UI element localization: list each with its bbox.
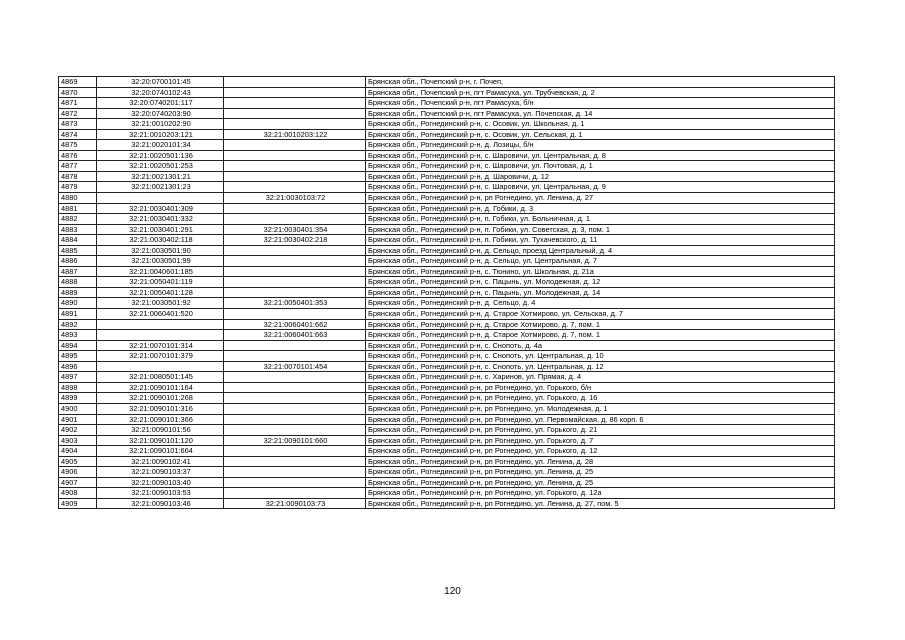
row-number-cell: 4869 [59,77,97,88]
cadastral-number-cell: 32:20:0740102:43 [97,87,224,98]
table-row [59,340,835,351]
address-cell: Брянская обл., Рогнединский р-н, рп Рогнедино, ул. Горького, д. 16 [366,393,835,404]
building-cadastral-number-cell: 32:21:0030103:72 [224,193,366,204]
building-cadastral-number-cell [224,382,366,393]
table-row [59,266,835,277]
table-row [59,182,835,193]
table-row [59,498,835,509]
row-number-cell: 4909 [59,498,97,509]
table-row [59,119,835,130]
address-cell: Брянская обл., Рогнединский р-н, с. Шаровичи, ул. Почтовая, д. 1 [366,161,835,172]
cadastral-number-cell: 32:21:0030401:291 [97,224,224,235]
cadastral-number-cell: 32:21:0021301:21 [97,171,224,182]
cadastral-number-cell: 32:21:0020501:136 [97,150,224,161]
address-cell: Брянская обл., Рогнединский р-н, рп Рогнедино, ул. Горького, д. 12 [366,446,835,457]
cadastral-number-cell: 32:21:0030401:332 [97,214,224,225]
building-cadastral-number-cell [224,393,366,404]
row-number-cell: 4885 [59,245,97,256]
row-number-cell: 4880 [59,193,97,204]
cadastral-number-cell [97,361,224,372]
cadastral-number-cell: 32:21:0040601:185 [97,266,224,277]
row-number-cell: 4875 [59,140,97,151]
row-number-cell: 4900 [59,403,97,414]
registry-table-body [59,77,835,509]
building-cadastral-number-cell [224,150,366,161]
address-cell: Брянская обл., Рогнединский р-н, рп Рогнедино, ул. Ленина, д. 25 [366,467,835,478]
address-cell: Брянская обл., Рогнединский р-н, д. Сельцо, проезд Центральный, д. 4 [366,245,835,256]
table-row [59,287,835,298]
address-cell: Брянская обл., Рогнединский р-н, рп Рогнедино, ул. Ленина, д. 27, пом. 5 [366,498,835,509]
cadastral-number-cell: 32:21:0030501:99 [97,256,224,267]
building-cadastral-number-cell [224,372,366,383]
table-row [59,224,835,235]
row-number-cell: 4904 [59,446,97,457]
building-cadastral-number-cell [224,182,366,193]
cadastral-number-cell: 32:21:0030401:309 [97,203,224,214]
table-row [59,435,835,446]
building-cadastral-number-cell [224,309,366,320]
cadastral-number-cell: 32:21:0020101:34 [97,140,224,151]
building-cadastral-number-cell [224,287,366,298]
table-row [59,235,835,246]
row-number-cell: 4887 [59,266,97,277]
cadastral-number-cell: 32:20:0740203:90 [97,108,224,119]
table-row [59,382,835,393]
table-row [59,214,835,225]
building-cadastral-number-cell [224,77,366,88]
table-row [59,98,835,109]
table-row [59,87,835,98]
cadastral-number-cell: 32:21:0080501:145 [97,372,224,383]
row-number-cell: 4898 [59,382,97,393]
table-row [59,150,835,161]
row-number-cell: 4879 [59,182,97,193]
building-cadastral-number-cell [224,488,366,499]
address-cell: Брянская обл., Рогнединский р-н, д. Шаровичи, д. 12 [366,171,835,182]
row-number-cell: 4890 [59,298,97,309]
cadastral-number-cell: 32:21:0050401:119 [97,277,224,288]
page-number: 120 [444,586,461,597]
building-cadastral-number-cell [224,203,366,214]
cadastral-number-cell: 32:21:0090103:53 [97,488,224,499]
row-number-cell: 4899 [59,393,97,404]
building-cadastral-number-cell [224,214,366,225]
table-row [59,309,835,320]
cadastral-number-cell [97,193,224,204]
address-cell: Брянская обл., Рогнединский р-н, рп Рогнедино, ул. Горького, д. 12а [366,488,835,499]
address-cell: Брянская обл., Рогнединский р-н, с. Снопоть, ул. Центральная, д. 10 [366,351,835,362]
row-number-cell: 4892 [59,319,97,330]
building-cadastral-number-cell [224,161,366,172]
row-number-cell: 4871 [59,98,97,109]
row-number-cell: 4907 [59,477,97,488]
building-cadastral-number-cell [224,119,366,130]
building-cadastral-number-cell [224,467,366,478]
address-cell: Брянская обл., Рогнединский р-н, п. Гобики, ул. Советская, д. 3, пом. 1 [366,224,835,235]
building-cadastral-number-cell: 32:21:0030402:218 [224,235,366,246]
building-cadastral-number-cell [224,477,366,488]
row-number-cell: 4894 [59,340,97,351]
building-cadastral-number-cell [224,277,366,288]
building-cadastral-number-cell: 32:21:0060401:663 [224,330,366,341]
row-number-cell: 4895 [59,351,97,362]
table-row [59,203,835,214]
row-number-cell: 4908 [59,488,97,499]
table-row [59,193,835,204]
cadastral-number-cell: 32:21:0090101:366 [97,414,224,425]
building-cadastral-number-cell [224,171,366,182]
table-row [59,403,835,414]
cadastral-number-cell: 32:21:0010203:121 [97,129,224,140]
row-number-cell: 4876 [59,150,97,161]
cadastral-number-cell: 32:21:0090101:664 [97,446,224,457]
building-cadastral-number-cell [224,108,366,119]
building-cadastral-number-cell: 32:21:0070101:454 [224,361,366,372]
cadastral-number-cell: 32:20:0740201:117 [97,98,224,109]
address-cell: Брянская обл., Рогнединский р-н, рп Рогнедино, ул. Горького, д. 21 [366,425,835,436]
cadastral-number-cell: 32:21:0021301:23 [97,182,224,193]
row-number-cell: 4872 [59,108,97,119]
building-cadastral-number-cell [224,414,366,425]
address-cell: Брянская обл., Почепский р-н, пгт Рамасуха, ул. Почепская, д. 14 [366,108,835,119]
address-cell: Брянская обл., Рогнединский р-н, с. Осовик, ул. Сельская, д. 1 [366,129,835,140]
table-row [59,77,835,88]
building-cadastral-number-cell [224,256,366,267]
table-row [59,129,835,140]
row-number-cell: 4906 [59,467,97,478]
building-cadastral-number-cell [224,87,366,98]
address-cell: Брянская обл., Рогнединский р-н, д. Старое Хотмирово, ул. Сельская, д. 7 [366,309,835,320]
row-number-cell: 4891 [59,309,97,320]
cadastral-number-cell: 32:21:0050401:128 [97,287,224,298]
building-cadastral-number-cell: 32:21:0010203:122 [224,129,366,140]
address-cell: Брянская обл., Рогнединский р-н, рп Рогнедино, ул. Первомайская, д. 86 корп. 6 [366,414,835,425]
table-row [59,108,835,119]
table-row [59,171,835,182]
row-number-cell: 4903 [59,435,97,446]
cadastral-number-cell: 32:21:0090103:37 [97,467,224,478]
row-number-cell: 4886 [59,256,97,267]
building-cadastral-number-cell: 32:21:0060401:662 [224,319,366,330]
table-row [59,256,835,267]
address-cell: Брянская обл., Рогнединский р-н, рп Рогнедино, ул. Ленина, д. 28 [366,456,835,467]
row-number-cell: 4870 [59,87,97,98]
building-cadastral-number-cell [224,140,366,151]
row-number-cell: 4881 [59,203,97,214]
address-cell: Брянская обл., Рогнединский р-н, д. Сельцо, д. 4 [366,298,835,309]
building-cadastral-number-cell [224,425,366,436]
address-cell: Брянская обл., Рогнединский р-н, с. Осовик, ул. Школьная, д. 1 [366,119,835,130]
address-cell: Брянская обл., Рогнединский р-н, д. Сельцо, ул. Центральная, д. 7 [366,256,835,267]
address-cell: Брянская обл., Почепский р-н, пгт Рамасуха, б/н [366,98,835,109]
row-number-cell: 4883 [59,224,97,235]
table-row [59,467,835,478]
row-number-cell: 4884 [59,235,97,246]
building-cadastral-number-cell [224,403,366,414]
cadastral-number-cell: 32:21:0090103:40 [97,477,224,488]
cadastral-number-cell [97,330,224,341]
row-number-cell: 4897 [59,372,97,383]
row-number-cell: 4877 [59,161,97,172]
row-number-cell: 4901 [59,414,97,425]
cadastral-number-cell [97,319,224,330]
building-cadastral-number-cell: 32:21:0050401:353 [224,298,366,309]
cadastral-number-cell: 32:21:0070101:379 [97,351,224,362]
row-number-cell: 4902 [59,425,97,436]
table-row [59,330,835,341]
table-row [59,161,835,172]
row-number-cell: 4878 [59,171,97,182]
building-cadastral-number-cell [224,98,366,109]
row-number-cell: 4896 [59,361,97,372]
cadastral-number-cell: 32:21:0090102:41 [97,456,224,467]
address-cell: Брянская обл., Рогнединский р-н, п. Гобики, ул. Больничная, д. 1 [366,214,835,225]
cadastral-number-cell: 32:21:0090101:164 [97,382,224,393]
table-row [59,456,835,467]
table-row [59,319,835,330]
address-cell: Брянская обл., Рогнединский р-н, с. Пацынь, ул. Молодежная, д. 14 [366,287,835,298]
building-cadastral-number-cell: 32:21:0090103:73 [224,498,366,509]
address-cell: Брянская обл., Рогнединский р-н, п. Гобики, ул. Тухачевского, д. 11 [366,235,835,246]
address-cell: Брянская обл., Рогнединский р-н, с. Снопоть, ул. Центральная, д. 12 [366,361,835,372]
cadastral-number-cell: 32:21:0090103:46 [97,498,224,509]
table-row [59,140,835,151]
address-cell: Брянская обл., Рогнединский р-н, рп Рогнедино, ул. Ленина, д. 25 [366,477,835,488]
table-row [59,414,835,425]
cadastral-number-cell: 32:21:0090101:56 [97,425,224,436]
address-cell: Брянская обл., Рогнединский р-н, д. Старое Хотмирово, д. 7, пом. 1 [366,330,835,341]
cadastral-number-cell: 32:21:0090101:316 [97,403,224,414]
address-cell: Брянская обл., Рогнединский р-н, с. Шаровичи, ул. Центральная, д. 9 [366,182,835,193]
address-cell: Брянская обл., Почепский р-н, пгт Рамасуха, ул. Трубчевская, д. 2 [366,87,835,98]
building-cadastral-number-cell [224,340,366,351]
address-cell: Брянская обл., Рогнединский р-н, с. Снопоть, д. 4а [366,340,835,351]
table-row [59,446,835,457]
cadastral-number-cell: 32:21:0060401:520 [97,309,224,320]
cadastral-number-cell: 32:21:0010202:90 [97,119,224,130]
table-row [59,425,835,436]
cadastral-number-cell: 32:21:0030402:118 [97,235,224,246]
table-row [59,298,835,309]
property-registry-table [58,76,835,509]
address-cell: Брянская обл., Рогнединский р-н, с. Тюнино, ул. Школьная, д. 21а [366,266,835,277]
table-row [59,477,835,488]
address-cell: Брянская обл., Рогнединский р-н, д. Гобики, д. 3 [366,203,835,214]
address-cell: Брянская обл., Рогнединский р-н, рп Рогнедино, ул. Молодежная, д. 1 [366,403,835,414]
building-cadastral-number-cell: 32:21:0090101:660 [224,435,366,446]
address-cell: Брянская обл., Рогнединский р-н, д. Лозицы, б/н [366,140,835,151]
row-number-cell: 4882 [59,214,97,225]
table-row [59,488,835,499]
row-number-cell: 4874 [59,129,97,140]
cadastral-number-cell: 32:21:0070101:314 [97,340,224,351]
address-cell: Брянская обл., Рогнединский р-н, рп Рогнедино, ул. Горького, б/н [366,382,835,393]
row-number-cell: 4888 [59,277,97,288]
address-cell: Брянская обл., Рогнединский р-н, с. Пацынь, ул. Молодежная, д. 12 [366,277,835,288]
address-cell: Брянская обл., Рогнединский р-н, д. Старое Хотмирово, д. 7, пом. 1 [366,319,835,330]
building-cadastral-number-cell [224,351,366,362]
row-number-cell: 4873 [59,119,97,130]
address-cell: Брянская обл., Рогнединский р-н, рп Рогнедино, ул. Ленина, д. 27 [366,193,835,204]
row-number-cell: 4893 [59,330,97,341]
table-row [59,361,835,372]
table-row [59,277,835,288]
building-cadastral-number-cell [224,245,366,256]
table-row [59,393,835,404]
table-row [59,351,835,362]
row-number-cell: 4889 [59,287,97,298]
cadastral-number-cell: 32:21:0030501:90 [97,245,224,256]
cadastral-number-cell: 32:21:0090101:268 [97,393,224,404]
building-cadastral-number-cell [224,446,366,457]
cadastral-number-cell: 32:21:0090101:120 [97,435,224,446]
address-cell: Брянская обл., Рогнединский р-н, с. Шаровичи, ул. Центральная, д. 8 [366,150,835,161]
cadastral-number-cell: 32:21:0030501:92 [97,298,224,309]
building-cadastral-number-cell [224,266,366,277]
address-cell: Брянская обл., Рогнединский р-н, рп Рогнедино, ул. Горького, д. 7 [366,435,835,446]
row-number-cell: 4905 [59,456,97,467]
address-cell: Брянская обл., Рогнединский р-н, с. Харинов, ул. Прямая, д. 4 [366,372,835,383]
table-row [59,372,835,383]
building-cadastral-number-cell [224,456,366,467]
cadastral-number-cell: 32:21:0020501:253 [97,161,224,172]
table-row [59,245,835,256]
address-cell: Брянская обл., Почепский р-н, г. Почеп, [366,77,835,88]
cadastral-number-cell: 32:20:0700101:45 [97,77,224,88]
building-cadastral-number-cell: 32:21:0030401:354 [224,224,366,235]
